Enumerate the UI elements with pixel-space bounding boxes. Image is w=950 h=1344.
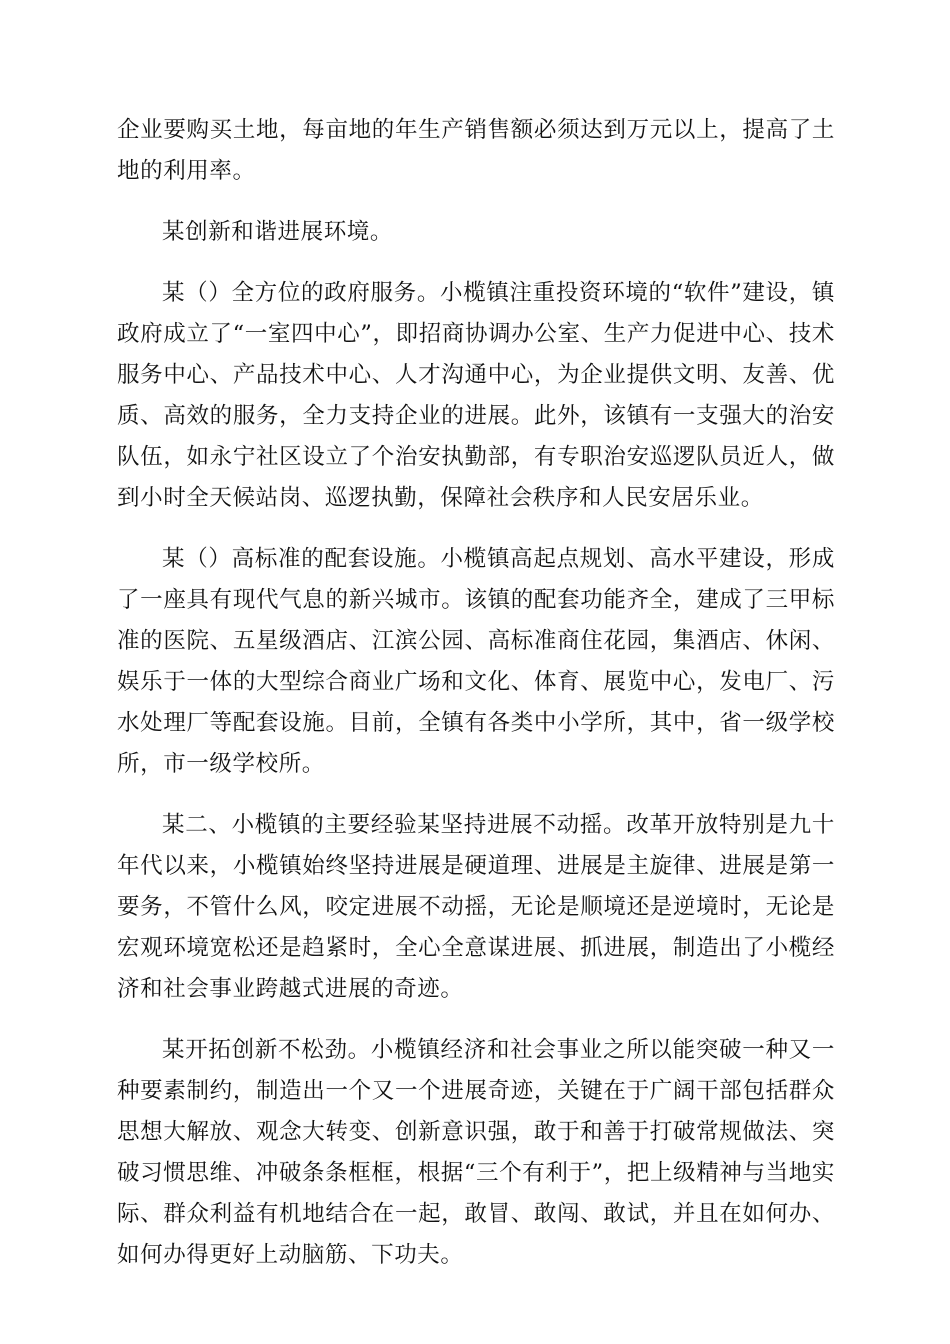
paragraph-main-experience: 某二、小榄镇的主要经验某坚持进展不动摇。改革开放特别是九十年代以来，小榄镇始终坚持进展是硬道理、进展是主旋律、进展是第一要务，不管什么风，咬定进展不动摇，无论是顺境还是逆境时，无论是宏观环境宽松还是趋紧时，全心全意谋进展、抓进展，制造出了小榄经济和社会事业跨越式进展的奇迹。 bbox=[117, 812, 835, 1002]
document-body bbox=[117, 110, 835, 1296]
paragraph-heading-environment: 某创新和谐进展环境。 bbox=[162, 219, 394, 245]
paragraph-continuation: 企业要购买土地，每亩地的年生产销售额必须达到万元以上，提高了土地的利用率。 bbox=[117, 117, 835, 184]
paragraph-innovation: 某开拓创新不松劲。小榄镇经济和社会事业之所以能突破一种又一种要素制约，制造出一个又一个进展奇迹，关键在于广阔干部包括群众思想大解放、观念大转变、创新意识强，敢于和善于打破常规做法、突破习惯思维、冲破条条框框，根据“三个有利于”，把上级精神与当地实际、群众利益有机地结合在一起，敢冒、敢闯、敢试，并且在如何办、如何办得更好上动脑筋、下功夫。 bbox=[117, 1037, 835, 1268]
paragraph-government-service: 某（）全方位的政府服务。小榄镇注重投资环境的“软件”建设，镇政府成立了“一室四中心”，即招商协调办公室、生产力促进中心、技术服务中心、产品技术中心、人才沟通中心，为企业提供文明、友善、优质、高效的服务，全力支持企业的进展。此外，该镇有一支强大的治安队伍，如永宁社区设立了个治安执勤部，有专职治安巡逻队员近人，做到小时全天候站岗、巡逻执勤，保障社会秩序和人民安居乐业。 bbox=[117, 280, 835, 511]
paragraph-supporting-facilities: 某（）高标准的配套设施。小榄镇高起点规划、高水平建设，形成了一座具有现代气息的新兴城市。该镇的配套功能齐全，建成了三甲标准的医院、五星级酒店、江滨公园、高标准商住花园，集酒店、休闲、娱乐于一体的大型综合商业广场和文化、体育、展览中心，发电厂、污水处理厂等配套设施。目前，全镇有各类中小学所，其中，省一级学校所，市一级学校所。 bbox=[117, 546, 835, 777]
